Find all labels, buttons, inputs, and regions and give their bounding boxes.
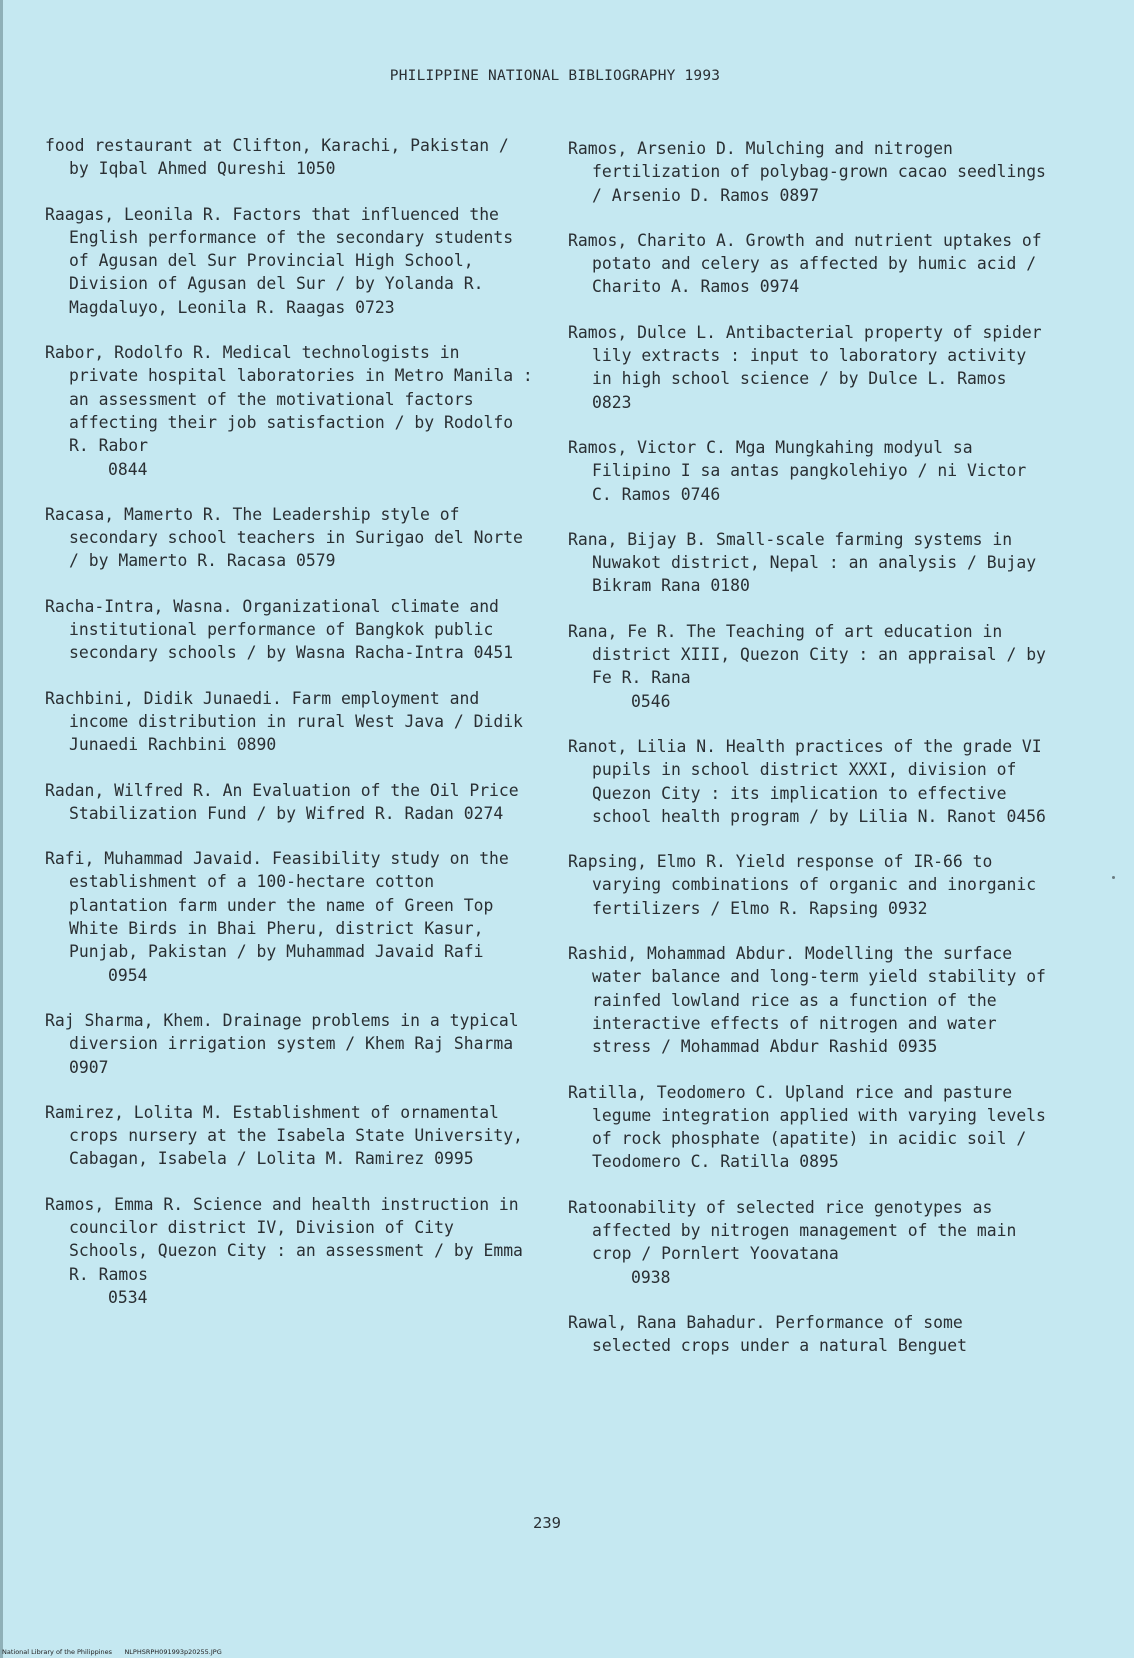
entry-text: Rana, Bijay B. Small-scale farming systems in Nuwakot district, Nepal : an analysis / Bujay Bikram Rana 0180 bbox=[568, 529, 1037, 596]
entry-text: Rachbini, Didik Junaedi. Farm employment and income distribution in rural West Java / Didik Junaedi Rachbini 0890 bbox=[45, 688, 523, 755]
page-number: 239 bbox=[533, 1514, 561, 1532]
entry-text: Ramos, Emma R. Science and health instruction in councilor district IV, Division of City Schools, Quezon City : an assessment / by Emma R. Ramos bbox=[45, 1194, 523, 1284]
bibliography-entry bbox=[45, 203, 535, 319]
bibliography-entry bbox=[568, 229, 1048, 299]
bibliography-entry bbox=[568, 137, 1048, 207]
bibliography-entry bbox=[45, 595, 535, 665]
entry-text: Ratoonability of selected rice genotypes as affected by nitrogen management of the main crop / Pornlert Yoovatana bbox=[568, 1197, 1017, 1264]
entry-text: Ramos, Victor C. Mga Mungkahing modyul sa Filipino I sa antas pangkolehiyo / ni Victor C. Ramos 0746 bbox=[568, 437, 1027, 504]
bibliography-entry bbox=[568, 528, 1048, 598]
bibliography-entry bbox=[568, 436, 1048, 506]
entry-number: 0954 bbox=[108, 965, 148, 985]
bibliography-entry bbox=[45, 503, 535, 573]
entry-text: Rabor, Rodolfo R. Medical technologists in private hospital laboratories in Metro Manila : an assessment of the motivational factors affecting their job satisfaction / by Rodolfo R. Rabor bbox=[45, 343, 533, 456]
bibliography-entry bbox=[45, 1009, 535, 1079]
bibliography-entry bbox=[568, 850, 1048, 920]
entry-text: Ramos, Arsenio D. Mulching and nitrogen fertilization of polybag-grown cacao seedlings / Arsenio D. Ramos 0897 bbox=[568, 139, 1046, 205]
bibliography-entry bbox=[45, 779, 535, 826]
bibliography-entry bbox=[568, 942, 1048, 1058]
entry-text: Rana, Fe R. The Teaching of art education in district XIII, Quezon City : an appraisal / by Fe R. Rana bbox=[568, 621, 1046, 688]
left-column bbox=[45, 134, 535, 1309]
entry-text: Ranot, Lilia N. Health practices of the grade VI pupils in school district XXXI, division of Quezon City : its implication to effective school health program / by Lilia N. Ranot 0456 bbox=[568, 736, 1046, 826]
bibliography-entry bbox=[568, 1196, 1048, 1289]
scan-speck bbox=[1112, 876, 1115, 879]
entry-text: Ramos, Dulce L. Antibacterial property of spider lily extracts : input to laboratory activity in high school science / by Dulce L. Ramos 0823 bbox=[568, 322, 1042, 412]
entry-number: 0938 bbox=[631, 1267, 671, 1287]
bibliography-entry bbox=[568, 735, 1048, 828]
bibliography-entry bbox=[45, 134, 535, 181]
entry-text: Radan, Wilfred R. An Evaluation of the Oil Price Stabilization Fund / by Wifred R. Radan 0274 bbox=[45, 780, 519, 823]
bibliography-entry bbox=[45, 1193, 535, 1309]
entry-text: Rawal, Rana Bahadur. Performance of some selected crops under a natural Benguet bbox=[568, 1312, 967, 1356]
page-header: PHILIPPINE NATIONAL BIBLIOGRAPHY 1993 bbox=[389, 68, 721, 84]
footer-library: National Library of the Philippines bbox=[2, 1648, 113, 1656]
entry-text: Ratilla, Teodomero C. Upland rice and pasture legume integration applied with varying levels of rock phosphate (apatite) in acidic soil / Teodomero C. Ratilla 0895 bbox=[568, 1082, 1046, 1172]
entry-text: Raagas, Leonila R. Factors that influenced the English performance of the secondary students of Agusan del Sur Provincial High School, Division of Agusan del Sur / by Yolanda R. Magdaluyo, Leonila R. Raagas 0723 bbox=[45, 204, 514, 317]
bibliography-entry bbox=[45, 341, 535, 481]
entry-text: Rapsing, Elmo R. Yield response of IR-66 to varying combinations of organic and inorganic fertilizers / Elmo R. Rapsing 0932 bbox=[568, 852, 1037, 918]
bibliography-entry bbox=[568, 620, 1048, 713]
right-column bbox=[568, 137, 1048, 1357]
bibliography-entry bbox=[45, 1101, 535, 1171]
entry-text: Racha-Intra, Wasna. Organizational climate and institutional performance of Bangkok public secondary schools / by Wasna Racha-Intra 0451 bbox=[45, 596, 514, 663]
entry-number: 0534 bbox=[108, 1287, 148, 1307]
bibliography-entry bbox=[45, 847, 535, 987]
entry-text: Rashid, Mohammad Abdur. Modelling the surface water balance and long-term yield stability of rainfed lowland rice as a function of the interactive effects of nitrogen and water stress / Mohammad Abdur Rashid 0935 bbox=[568, 944, 1046, 1057]
bibliography-entry bbox=[568, 1311, 1048, 1358]
entry-text: Racasa, Mamerto R. The Leadership style of secondary school teachers in Surigao del Norte / by Mamerto R. Racasa 0579 bbox=[45, 504, 523, 571]
footer-file: NLPHSRPH091993p20255.JPG bbox=[124, 1648, 222, 1656]
entry-text: Rafi, Muhammad Javaid. Feasibility study on the establishment of a 100-hectare cotton plantation farm under the name of Green Top White Birds in Bhai Pheru, district Kasur, Punjab, Pakistan / by Muhammad Javaid Rafi bbox=[45, 849, 509, 962]
bibliography-entry bbox=[45, 687, 535, 757]
entry-text: Raj Sharma, Khem. Drainage problems in a typical diversion irrigation system / Khem Raj Sharma 0907 bbox=[45, 1010, 519, 1077]
scan-edge bbox=[0, 0, 3, 1658]
entry-number: 0546 bbox=[631, 691, 671, 711]
entry-text: Ramirez, Lolita M. Establishment of ornamental crops nursery at the Isabela State University, Cabagan, Isabela / Lolita M. Ramirez 0995 bbox=[45, 1102, 523, 1169]
entry-text: food restaurant at Clifton, Karachi, Pakistan / by Iqbal Ahmed Qureshi 1050 bbox=[45, 136, 509, 179]
entry-text: Ramos, Charito A. Growth and nutrient uptakes of potato and celery as affected by humic acid / Charito A. Ramos 0974 bbox=[568, 230, 1042, 297]
bibliography-entry bbox=[568, 1081, 1048, 1174]
bibliography-entry bbox=[568, 321, 1048, 414]
scan-footer bbox=[2, 1648, 222, 1656]
entry-number: 0844 bbox=[108, 459, 148, 479]
